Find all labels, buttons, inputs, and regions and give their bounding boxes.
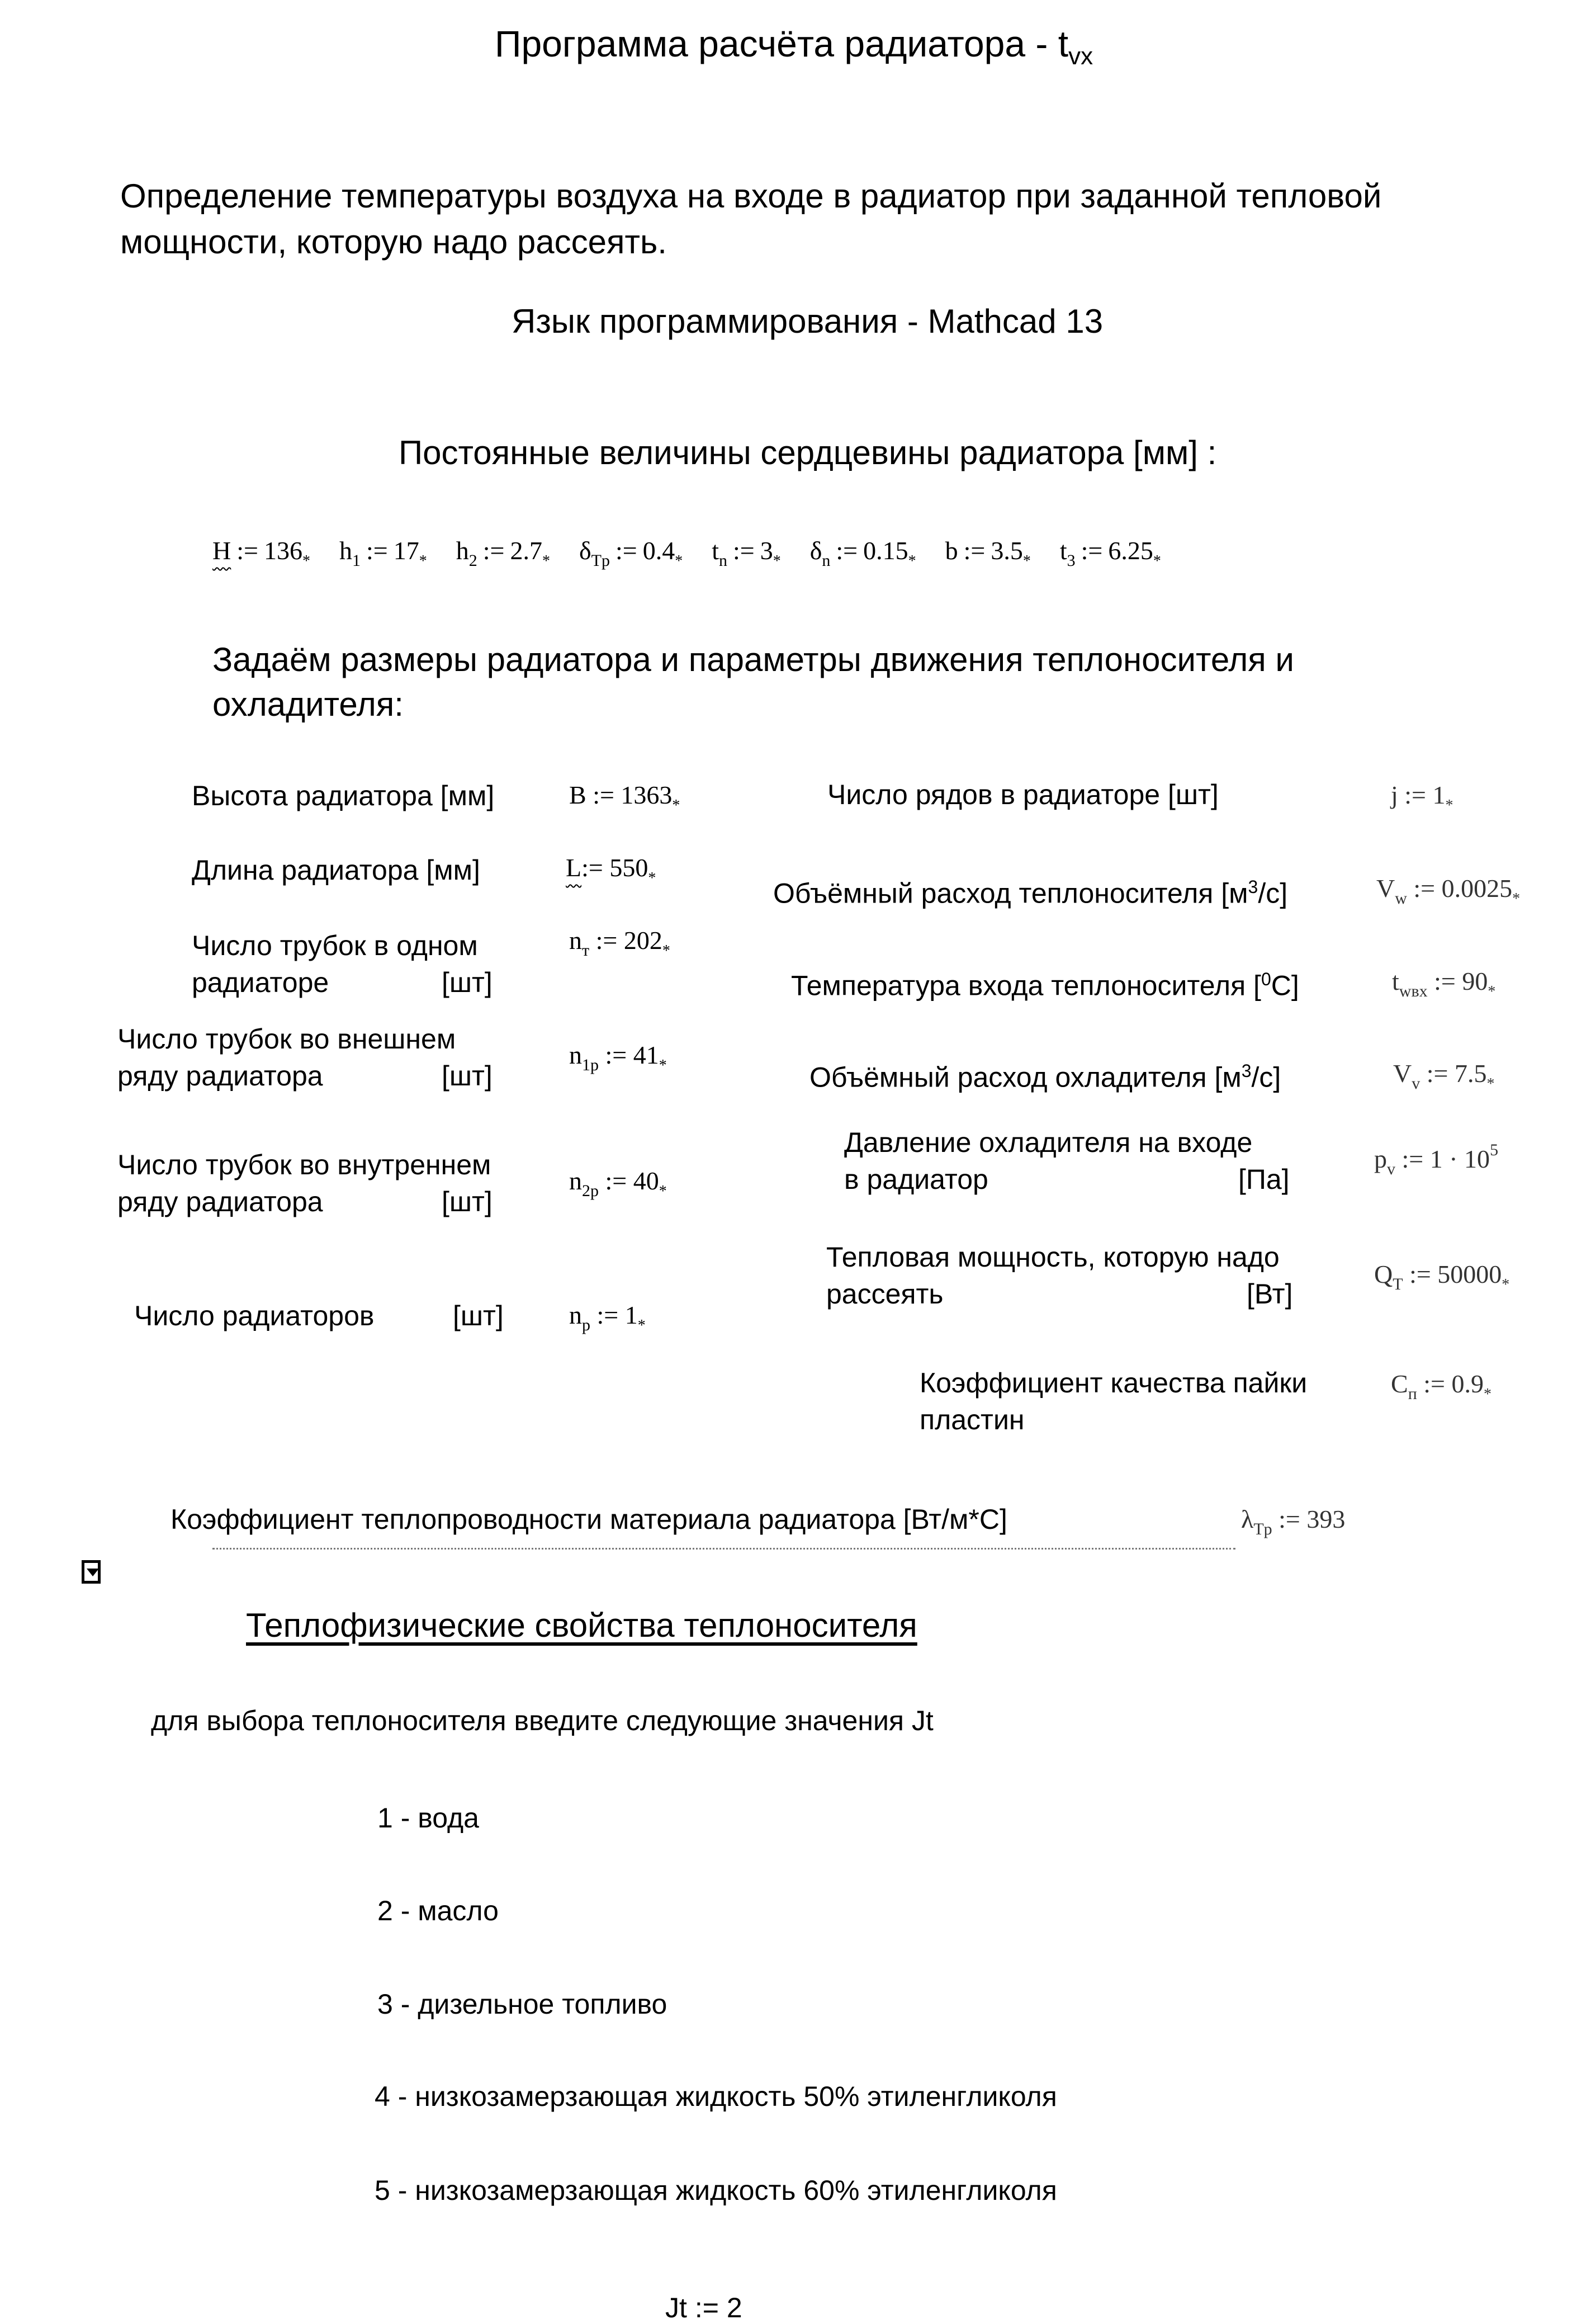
star: * xyxy=(1022,552,1031,570)
var-name: n xyxy=(569,1166,582,1195)
var-name: V xyxy=(1393,1059,1412,1088)
star: * xyxy=(542,552,550,570)
constant-var: t xyxy=(712,536,719,565)
input-Cp[interactable] xyxy=(1391,1369,1491,1404)
assign-op: := xyxy=(236,536,258,565)
assign-op: := xyxy=(581,853,603,882)
star: * xyxy=(675,552,683,570)
constants-row[interactable] xyxy=(212,536,1190,570)
constant-var: t xyxy=(1059,536,1067,565)
star: * xyxy=(672,797,680,814)
constant-sub: 1 xyxy=(352,551,361,570)
star: * xyxy=(659,1057,667,1074)
label-tubes-outer xyxy=(117,1021,493,1094)
value: 1 xyxy=(1432,781,1446,809)
assign-op: := xyxy=(836,536,858,565)
star: * xyxy=(773,552,781,570)
var-name: λ xyxy=(1241,1505,1254,1533)
assign-op: := xyxy=(1434,967,1456,995)
constant-2[interactable] xyxy=(456,536,550,570)
input-np[interactable] xyxy=(569,1300,646,1335)
value: 2 xyxy=(726,2292,742,2323)
input-n-tubes[interactable] xyxy=(569,925,670,960)
var-sub: 1p xyxy=(582,1056,599,1074)
var-sub: w xyxy=(1395,889,1407,908)
inputs-heading-line-2: охладителя: xyxy=(212,686,404,723)
star: * xyxy=(1502,1276,1510,1293)
var-sub: Tp xyxy=(1253,1520,1272,1538)
constant-sub: n xyxy=(822,551,831,570)
fluid-option-2: 2 - масло xyxy=(377,1895,499,1926)
label-line-2: рассеять xyxy=(826,1278,944,1310)
label-coolant-temp xyxy=(791,961,1299,1004)
label-tubes-outer-line-1: Число трубок во внешнем xyxy=(117,1023,456,1055)
star: * xyxy=(1153,552,1161,570)
var-name: Jt xyxy=(665,2292,687,2323)
var-sub: т xyxy=(582,941,590,960)
label-height: Высота радиатора [мм] xyxy=(192,780,495,811)
fluid-option-3: 3 - дизельное топливо xyxy=(377,1988,667,2020)
value: 0.0025 xyxy=(1441,874,1513,903)
label-air-pressure xyxy=(844,1124,1290,1198)
constant-value: 136 xyxy=(263,536,302,565)
fluid-prompt: для выбора теплоносителя введите следующие значения Jt xyxy=(151,1705,934,1736)
page-title xyxy=(495,22,1093,70)
input-n2p[interactable] xyxy=(569,1166,667,1201)
collapse-triangle-icon xyxy=(87,1569,99,1576)
constant-value: 2.7 xyxy=(510,536,542,565)
constant-value: 0.15 xyxy=(863,536,908,565)
star: * xyxy=(1486,1075,1495,1093)
unit-pressure: [Па] xyxy=(1238,1164,1290,1195)
value: 50000 xyxy=(1437,1260,1502,1288)
label-radiator-count xyxy=(134,1297,504,1334)
label-text: Объёмный расход охладителя [м xyxy=(809,1061,1242,1093)
input-Vw[interactable] xyxy=(1376,873,1520,908)
var-name: B xyxy=(569,781,586,809)
input-Jt[interactable] xyxy=(665,2292,742,2324)
language-note: Язык программирования - Mathcad 13 xyxy=(512,303,1104,340)
var-sub: T xyxy=(1393,1275,1403,1293)
value: 202 xyxy=(623,926,662,955)
label-tubes-total xyxy=(192,927,493,1001)
label-sup: 3 xyxy=(1241,1061,1252,1081)
label-tubes-total-line-2: радиаторе xyxy=(192,967,329,998)
value: 1 · 10 xyxy=(1429,1145,1490,1173)
page-title-subscript: vx xyxy=(1068,42,1093,70)
assign-op: := xyxy=(732,536,755,565)
label-text: Температура входа теплоносителя [ xyxy=(791,970,1261,1002)
assign-op: := xyxy=(1404,781,1427,809)
assign-op: := xyxy=(1409,1260,1431,1288)
unit-tubes-inner: [шт] xyxy=(442,1186,493,1217)
constant-6[interactable] xyxy=(945,536,1031,570)
star: * xyxy=(1512,890,1521,908)
label-coolant-flow xyxy=(773,868,1287,912)
inputs-heading-line-1: Задаём размеры радиатора и параметры движения теплоносителя и xyxy=(212,641,1294,678)
constant-4[interactable] xyxy=(712,536,781,570)
constant-var: δ xyxy=(809,536,822,565)
value: 393 xyxy=(1306,1505,1346,1533)
star: * xyxy=(662,942,670,960)
region-collapse-button[interactable] xyxy=(82,1560,101,1584)
value: 1363 xyxy=(621,781,673,809)
label-length: Длина радиатора [мм] xyxy=(192,854,480,886)
constant-value: 3.5 xyxy=(991,536,1023,565)
constant-value: 17 xyxy=(393,536,419,565)
constant-var: b xyxy=(945,536,958,565)
constant-0[interactable] xyxy=(212,536,310,570)
fluid-option-5: 5 - низкозамерзающая жидкость 60% этиленгликоля xyxy=(375,2175,1057,2206)
star: * xyxy=(1483,1386,1491,1403)
value: 90 xyxy=(1462,967,1488,995)
label-text: Объёмный расход теплоносителя [м xyxy=(773,877,1248,909)
var-sub: 2p xyxy=(582,1182,599,1200)
var-name: L xyxy=(566,853,582,882)
page-title-text: Программа расчёта радиатора - t xyxy=(495,23,1069,64)
var-sub: п xyxy=(1408,1385,1417,1403)
unit-tubes-outer: [шт] xyxy=(442,1060,493,1092)
star: * xyxy=(1488,983,1496,1000)
var-name: j xyxy=(1391,781,1398,809)
value: 550 xyxy=(609,853,648,882)
assign-op: := xyxy=(694,2292,719,2323)
var-name: p xyxy=(1374,1145,1387,1173)
constant-1[interactable] xyxy=(339,536,427,570)
star: * xyxy=(637,1317,646,1334)
constant-var: h xyxy=(339,536,352,565)
constant-value: 3 xyxy=(760,536,773,565)
label-tail: /с] xyxy=(1251,1061,1281,1093)
assign-op: := xyxy=(593,781,614,809)
inputs-heading xyxy=(212,637,1294,727)
value: 41 xyxy=(633,1041,659,1069)
input-Vv[interactable] xyxy=(1393,1059,1494,1093)
label-line-1: Тепловая мощность, которую надо xyxy=(826,1241,1280,1273)
assign-op: := xyxy=(482,536,505,565)
input-L[interactable] xyxy=(566,853,656,887)
label-tubes-inner xyxy=(117,1146,491,1220)
assign-op: := xyxy=(1279,1505,1300,1533)
var-name: C xyxy=(1391,1369,1408,1398)
assign-op: := xyxy=(963,536,986,565)
unit-tubes-total: [шт] xyxy=(442,967,493,998)
input-B[interactable] xyxy=(569,780,680,815)
description xyxy=(120,173,1381,265)
assign-op: := xyxy=(605,1166,627,1195)
label-line-2: в радиатор xyxy=(844,1164,988,1195)
label-line-1: Давление охладителя на входе xyxy=(844,1127,1253,1158)
var-sub: v xyxy=(1387,1160,1395,1178)
star: * xyxy=(648,870,656,887)
input-twvx[interactable] xyxy=(1392,966,1495,1001)
label-heat-power xyxy=(826,1239,1293,1312)
description-line-1: Определение температуры воздуха на входе в радиатор при заданной тепловой xyxy=(120,177,1382,215)
var-name: t xyxy=(1392,967,1399,995)
constants-heading: Постоянные величины сердцевины радиатора [мм] : xyxy=(399,434,1217,471)
label-tubes-outer-line-2: ряду радиатора xyxy=(117,1060,323,1092)
fluid-section-title: Теплофизические свойства теплоносителя xyxy=(246,1607,917,1644)
var-sub: wвх xyxy=(1399,982,1428,1000)
var-sub: p xyxy=(582,1316,590,1334)
star: * xyxy=(1445,797,1453,814)
input-lambda[interactable] xyxy=(1241,1504,1345,1539)
var-name: Q xyxy=(1374,1260,1393,1288)
value: 40 xyxy=(633,1166,659,1195)
label-line-1: Коэффициент качества пайки xyxy=(920,1367,1308,1399)
label-solder-quality xyxy=(920,1364,1307,1438)
assign-op: := xyxy=(605,1041,627,1069)
assign-op: := xyxy=(1426,1059,1448,1088)
assign-op: := xyxy=(1401,1145,1424,1173)
fluid-option-4: 4 - низкозамерзающая жидкость 50% этиленгликоля xyxy=(375,2081,1057,2112)
value-exponent: 5 xyxy=(1490,1141,1499,1159)
star: * xyxy=(419,552,427,570)
input-n1p[interactable] xyxy=(569,1040,667,1075)
star: * xyxy=(302,552,310,570)
label-radiator-count-text: Число радиаторов xyxy=(134,1300,375,1331)
constant-var: δ xyxy=(579,536,591,565)
var-name: n xyxy=(569,1301,582,1329)
label-tubes-total-line-1: Число трубок в одном xyxy=(192,930,478,961)
label-tubes-inner-line-2: ряду радиатора xyxy=(117,1186,323,1217)
value: 1 xyxy=(624,1301,638,1329)
assign-op: := xyxy=(615,536,637,565)
star: * xyxy=(659,1183,667,1200)
constant-sub: 2 xyxy=(468,551,477,570)
constant-var: H xyxy=(212,536,231,565)
assign-op: := xyxy=(596,1301,619,1329)
input-pv[interactable] xyxy=(1374,1141,1498,1179)
label-rows: Число рядов в радиаторе [шт] xyxy=(827,779,1219,810)
region-divider xyxy=(212,1548,1235,1550)
constant-7[interactable] xyxy=(1059,536,1161,570)
assign-op: := xyxy=(366,536,388,565)
label-tail: С] xyxy=(1271,970,1299,1002)
label-tubes-inner-line-1: Число трубок во внутреннем xyxy=(117,1149,491,1180)
label-air-flow xyxy=(809,1052,1281,1096)
label-sup: 0 xyxy=(1261,969,1271,989)
value: 7.5 xyxy=(1454,1059,1487,1088)
assign-op: := xyxy=(595,926,618,955)
input-QT[interactable] xyxy=(1374,1259,1509,1294)
constant-sub: Tp xyxy=(591,551,610,570)
constant-sub: n xyxy=(718,551,727,570)
label-line-2: пластин xyxy=(920,1404,1025,1435)
star: * xyxy=(908,552,916,570)
constant-5[interactable] xyxy=(809,536,916,570)
constant-value: 0.4 xyxy=(642,536,675,565)
unit-power: [Вт] xyxy=(1247,1278,1293,1310)
var-name: V xyxy=(1376,874,1395,903)
value: 0.9 xyxy=(1451,1369,1484,1398)
assign-op: := xyxy=(1423,1369,1445,1398)
constant-3[interactable] xyxy=(579,536,683,570)
label-sup: 3 xyxy=(1248,877,1258,897)
var-sub: v xyxy=(1412,1074,1420,1093)
constant-value: 6.25 xyxy=(1108,536,1153,565)
fluid-option-1: 1 - вода xyxy=(377,1802,479,1834)
unit-radiator-count: [шт] xyxy=(453,1300,504,1331)
constant-sub: 3 xyxy=(1067,551,1076,570)
var-name: n xyxy=(569,1041,582,1069)
assign-op: := xyxy=(1081,536,1103,565)
assign-op: := xyxy=(1413,874,1436,903)
label-tail: /с] xyxy=(1258,877,1288,909)
input-j[interactable] xyxy=(1391,780,1453,815)
description-line-2: мощности, которую надо рассеять. xyxy=(120,223,667,261)
constant-var: h xyxy=(456,536,469,565)
var-name: n xyxy=(569,926,582,955)
label-conductivity: Коэффициент теплопроводности материала радиатора [Вт/м*С] xyxy=(171,1504,1007,1535)
